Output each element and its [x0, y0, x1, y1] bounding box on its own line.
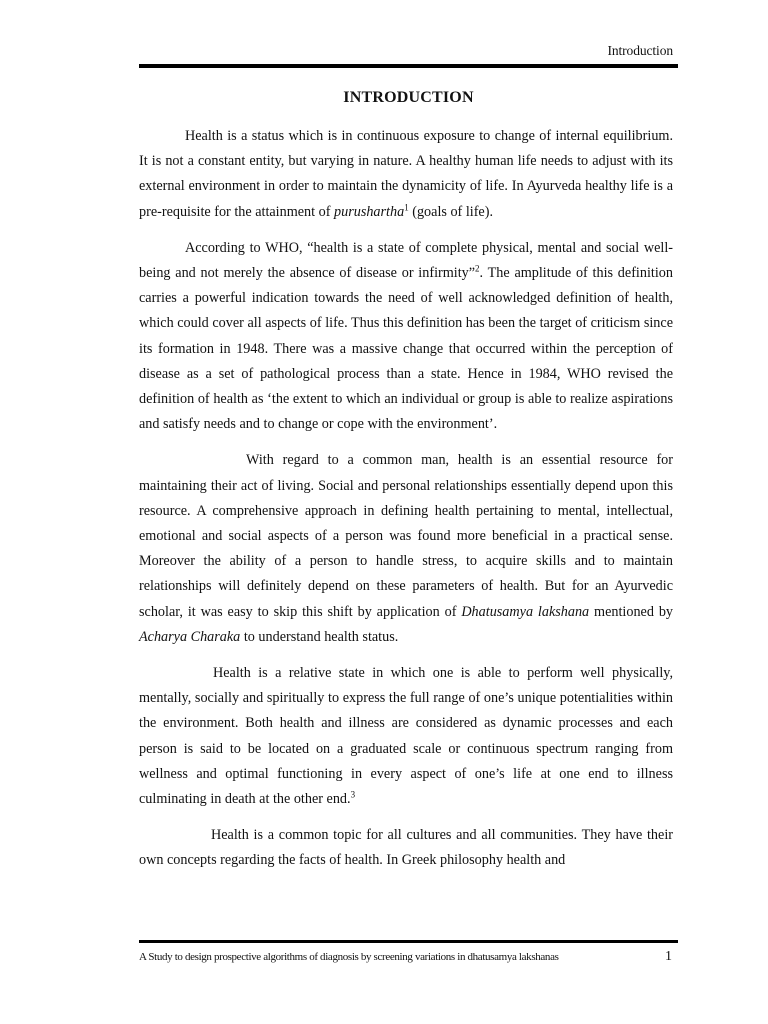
header-rule — [139, 64, 678, 68]
paragraph-1-text: Health is a status which is in continuous exposure to change of internal equilibrium. It is not a constant entity, but varying in nature. A healthy human life needs to adjust with its external environment in order to maintain the dynamicity of life. In Ayurveda healthy life is a pre-requisite for the attainment of — [139, 128, 673, 220]
paragraph-3 — [139, 448, 673, 650]
footer-rule — [139, 940, 678, 943]
term-dhatusamya-lakshana: Dhatusamya lakshana — [461, 603, 590, 620]
paragraph-2-tail: . The amplitude of this definition carries a powerful indication towards the need of well acknowledged definition of health, which could cover all aspects of life. Thus this definition has been the target of criticism since its formation in 1948. There was a massive change that occurred within the perception of disease as a set of pathological process than a state. Hence in 1984, WHO revised the definition of health as ‘the extent to which an individual or group is able to realize aspirations and satisfy needs and to change or cope with the environment’. — [139, 265, 673, 433]
term-acharya-charaka: Acharya Charaka — [139, 628, 241, 645]
footnote-ref-2: 2 — [475, 263, 480, 274]
paragraph-1 — [139, 124, 673, 225]
paragraph-3-text: With regard to a common man, health is an essential resource for maintaining their act of living. Social and personal relationships essentially depend upon this resource. A comprehensive approach in defining health pertaining to mental, intellectual, emotional and social aspects of a person was found more beneficial in a practical sense. Moreover the ability of a person to handle stress, to acquire skills and to maintain relationships will definitely depend on these parameters of health. But for an Ayurvedic scholar, it was easy to skip this shift by application of — [139, 452, 673, 620]
footnote-ref-3: 3 — [350, 789, 356, 800]
paragraph-3-mid: mentioned by — [589, 603, 674, 620]
running-header: Introduction — [607, 43, 673, 58]
paragraph-2 — [139, 236, 673, 438]
body-text — [139, 124, 673, 885]
paragraph-5 — [139, 823, 673, 873]
paragraph-3-tail: to understand health status. — [240, 628, 399, 645]
paragraph-4-text: Health is a relative state in which one is able to perform well physically, mentally, socially and spiritually to express the full range of one’s unique potentialities within the environment. Both health and illness are considered as dynamic processes and each person is said to be located on a graduated scale or continuous spectrum ranging from wellness and optimal functioning in every aspect of one’s life at one end to illness culminating in death at the other end. — [139, 665, 673, 808]
footnote-ref-1: 1 — [404, 201, 409, 212]
paragraph-5-text: Health is a common topic for all cultures and all communities. They have their own concepts regarding the facts of health. In Greek philosophy health and — [139, 827, 673, 869]
paragraph-4 — [139, 661, 673, 812]
paragraph-1-tail: (goals of life). — [408, 203, 493, 220]
section-heading: INTRODUCTION — [343, 89, 474, 106]
footer-title: A Study to design prospective algorithms of diagnosis by screening variations in dhatusamya lakshanas — [139, 951, 559, 963]
term-purushartha: purushartha — [334, 203, 405, 220]
page-number: 1 — [665, 949, 672, 964]
paragraph-2-text: According to WHO, “health is a state of complete physical, mental and social well-being and not merely the absence of disease or infirmity” — [139, 239, 673, 282]
